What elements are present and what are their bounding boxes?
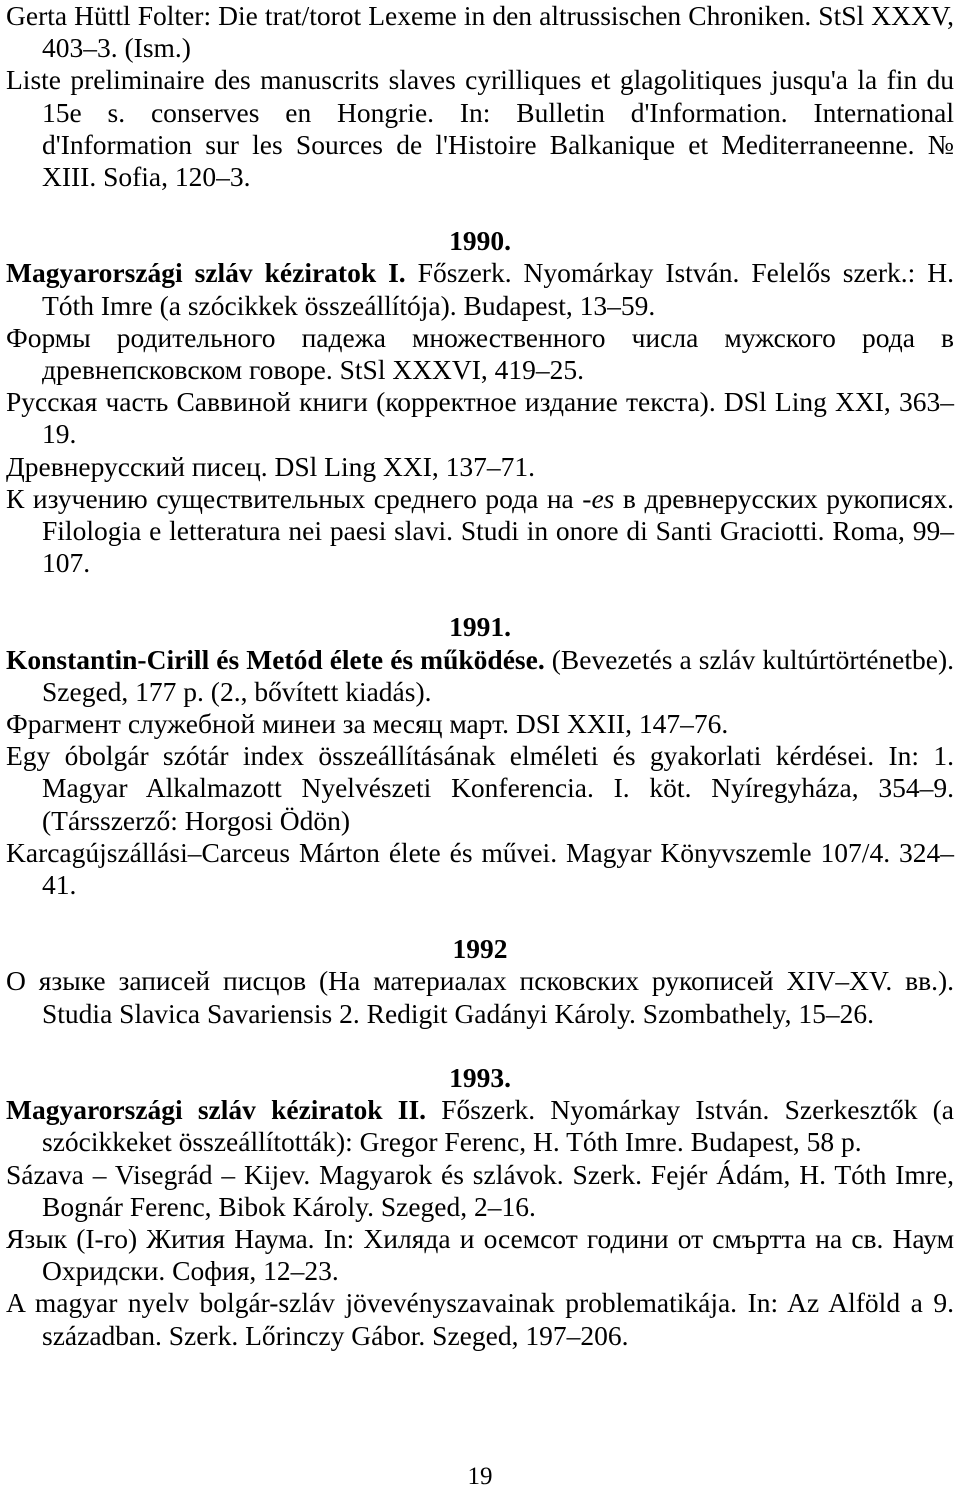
work-title: Magyarországi szláv kéziratok II.	[6, 1094, 427, 1126]
work-title: Konstantin-Cirill és Metód élete és működése.	[6, 643, 545, 675]
bib-entry: A magyar nyelv bolgár-szláv jövevényszavainak problematikája. In: Az Alföld a 9. században. Szerk. Lőrinczy Gábor. Szeged, 197–206.	[6, 1287, 954, 1351]
bib-entry: Gerta Hüttl Folter: Die trat/torot Lexeme in den altrussischen Chroniken. StSl XXXV, 403–3. (Ism.)	[6, 0, 954, 64]
suffix-italic: -es	[582, 482, 615, 514]
bib-entry: Фрагмент служебной минеи за месяц март. DSI XXII, 147–76.	[6, 708, 729, 740]
year-heading: 1993.	[449, 1061, 511, 1093]
bib-entry	[6, 644, 954, 708]
work-details: (Bevezetés a szláv kultúrtörténetbe). Szeged, 177 p. (2., bővített kiadás).	[42, 643, 954, 707]
bib-entry: Sázava – Visegrád – Kijev. Magyarok és szlávok. Szerk. Fejér Ádám, H. Tóth Imre, Bognár Ferenc, Bibok Károly. Szeged, 2–16.	[6, 1158, 954, 1222]
year-heading: 1992	[452, 933, 508, 965]
year-heading: 1991.	[449, 611, 511, 643]
bib-entry: О языке записей писцов (На материалах псковских рукописей XIV–XV. вв.). Studia Slavica Savariensis 2. Redigit Gadányi Károly. Szombathely, 15–26.	[6, 965, 954, 1029]
entry-text: К изучению существительных среднего рода на	[6, 482, 583, 514]
bib-entry: Русская часть Саввиной книги (корректное издание текста). DSl Ling XXI, 363–19.	[6, 386, 954, 450]
year-heading: 1990.	[449, 225, 511, 257]
bib-entry: Древнерусский писец. DSl Ling XXI, 137–71.	[6, 450, 535, 482]
bib-entry	[6, 1094, 954, 1158]
entry-text: в древнерусских рукописях. Filologia e letteratura nei paesi slavi. Studi in onore di Santi Graciotti. Roma, 99–107.	[42, 482, 954, 579]
bib-entry: Karcagújszállási–Carceus Márton élete és művei. Magyar Könyvszemle 107/4. 324–41.	[6, 836, 954, 901]
bib-entry	[6, 483, 954, 580]
bibliography-page	[6, 0, 954, 1352]
page-number: 19	[467, 1463, 493, 1490]
work-title: Magyarországi szláv kéziratok I.	[6, 257, 406, 289]
bib-entry: Liste preliminaire des manuscrits slaves cyrilliques et glagolitiques jusqu'a la fin du 15e s. conserves en Hongrie. In: Bulletin d'Information. International d'Information sur les Sources de l'Histoire Balkanique et Mediterraneenne. № XIII. Sofia, 120–3.	[6, 64, 954, 193]
bib-entry: Язык (I-го) Жития Наума. In: Хиляда и осемсот години от смъртта на св. Наум Охридски. София, 12–23.	[6, 1222, 954, 1287]
work-details: Főszerk. Nyomárkay István. Szerkesztők (a szócikkeket összeállították): Gregor Ferenc, H. Tóth Imre. Budapest, 58 p.	[42, 1094, 955, 1158]
work-details: Főszerk. Nyomárkay István. Felelős szerk.: H. Tóth Imre (a szócikkek összeállítója). Budapest, 13–59.	[42, 257, 954, 321]
bib-entry: Формы родительного падежа множественного числа мужского рода в древнепсковском говоре. StSl XXXVI, 419–25.	[6, 321, 954, 386]
bib-entry: Egy óbolgár szótár index összeállításának elméleti és gyakorlati kérdései. In: 1. Magyar Alkalmazott Nyelvészeti Konferencia. I. köt. Nyíregyháza, 354–9. (Társszerző: Horgosi Ödön)	[6, 740, 954, 836]
bib-entry	[6, 257, 954, 321]
